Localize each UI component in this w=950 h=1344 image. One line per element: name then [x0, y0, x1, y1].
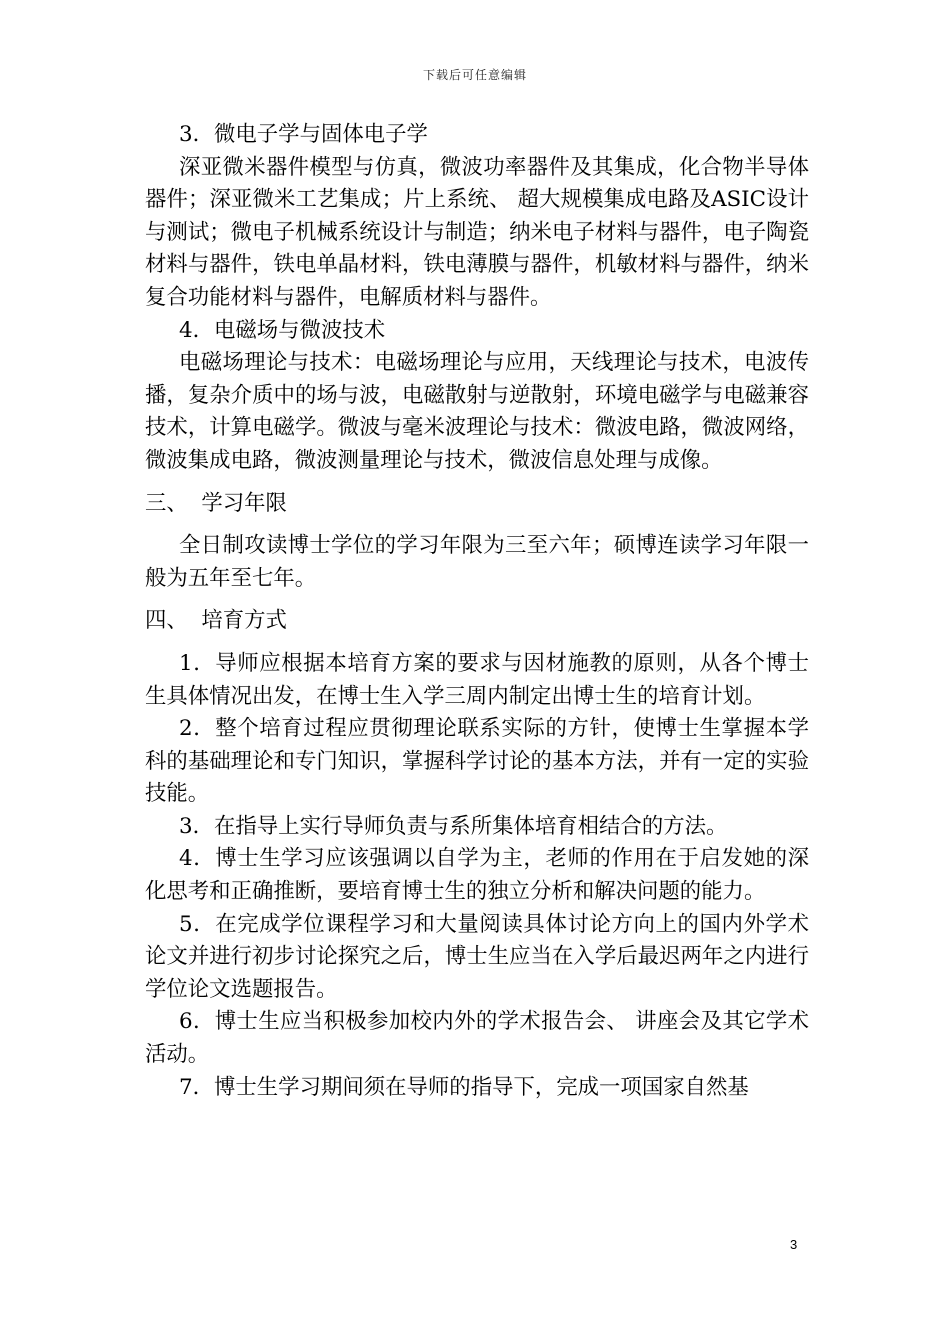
- paragraph-microelectronics: 深亚微米器件模型与仿真，微波功率器件及其集成，化合物半导体器件；深亚微米工艺集成；片上系统、 超大规模集成电路及ASIC设计与测试；微电子机械系统设计与制造；纳米电子材料与器件，电子陶瓷材料与器件，铁电单晶材料，铁电薄膜与器件，机敏材料与器件，纳米复合功能材料与器件，电解质材料与器件。: [145, 154, 809, 310]
- document-body: [145, 119, 809, 1104]
- page-number: 3: [790, 1237, 798, 1252]
- subsection-heading-microelectronics: 3．微电子学与固体电子学: [179, 122, 428, 147]
- list-item: 7．博士生学习期间须在导师的指导下，完成一项国家自然基: [179, 1074, 749, 1100]
- paragraph-study-period: 全日制攻读博士学位的学习年限为三至六年；硕博连读学习年限一般为五年至七年。: [145, 533, 809, 591]
- list-item: 6．博士生应当积极参加校内外的学术报告会、 讲座会及其它学术活动。: [145, 1009, 809, 1068]
- list-item: 3．在指导上实行导师负责与系所集体培育相结合的方法。: [179, 813, 728, 839]
- list-item: 1．导师应根据本培育方案的要求与因材施教的原则，从各个博士生具体情况出发，在博士生入学三周内制定出博士生的培育计划。: [145, 650, 809, 709]
- paragraph-electromagnetics: 电磁场理论与技术：电磁场理论与应用，天线理论与技术，电波传播，复杂介质中的场与波，电磁散射与逆散射，环境电磁学与电磁兼容技术，计算电磁学。微波与毫米波理论与技术：微波电路，微波网络，微波集成电路，微波测量理论与技术，微波信息处理与成像。: [145, 350, 809, 473]
- section-heading-study-period: 三、 学习年限: [145, 490, 287, 516]
- subsection-heading-electromagnetics: 4．电磁场与微波技术: [179, 317, 386, 343]
- list-item: 5．在完成学位课程学习和大量阅读具体讨论方向上的国内外学术论文并进行初步讨论探究之后，博士生应当在入学后最迟两年之内进行学位论文选题报告。: [145, 911, 809, 1002]
- page-header: 下载后可任意编辑: [422, 68, 527, 82]
- list-item: 2．整个培育过程应贯彻理论联系实际的方针，使博士生掌握本学科的基础理论和专门知识，掌握科学讨论的基本方法，并有一定的实验技能。: [145, 716, 809, 807]
- section-heading-training-method: 四、 培育方式: [145, 608, 287, 634]
- list-item: 4．博士生学习应该强调以自学为主，老师的作用在于启发她的深化思考和正确推断，要培育博士生的独立分析和解决问题的能力。: [145, 846, 809, 905]
